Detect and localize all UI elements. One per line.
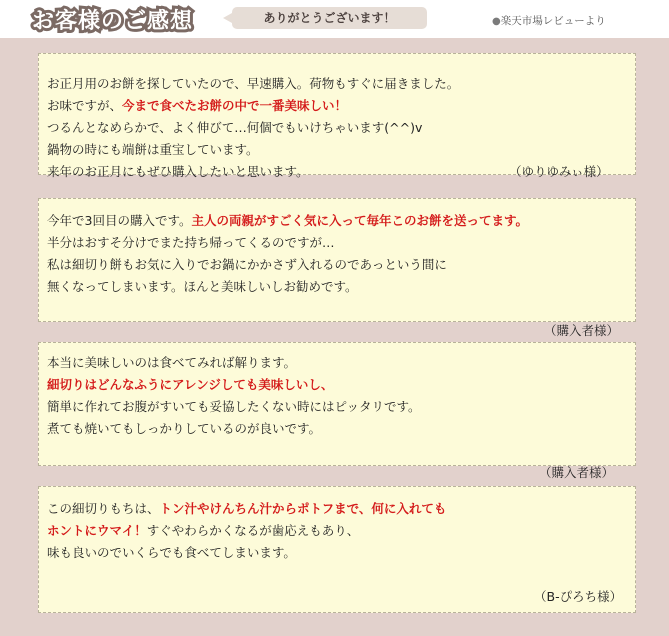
review-line: [47, 521, 359, 541]
review-highlight: 主人の両親がすごく気に入って毎年このお餅を送ってます。: [191, 213, 528, 228]
review-text: 簡単に作れてお腹がすいても妥協したくない時にはピッタリです。: [47, 399, 421, 414]
review-card: [38, 53, 636, 179]
review-text: 本当に美味しいのは食べてみれば解ります。: [47, 355, 297, 370]
review-text: 今年で3回目の購入です。: [47, 213, 192, 228]
review-text: つるんとなめらかで、よく伸びて…何個でもいけちゃいます(^^)v: [47, 120, 423, 135]
review-line: [47, 353, 296, 373]
page-title: お客様のご感想: [32, 9, 194, 34]
review-text: 鍋物の時にも端餅は重宝しています。: [47, 142, 259, 157]
source-label: 楽天市場レビューより: [500, 15, 606, 27]
review-line: [47, 397, 421, 417]
review-text: この細切りもちは、: [47, 501, 160, 516]
review-line: [47, 140, 259, 160]
header: [0, 0, 669, 38]
reviews-panel: [0, 38, 669, 636]
review-highlight: 細切りはどんなふうにアレンジしても美味しいし、: [47, 377, 334, 392]
review-text: お味ですが、: [47, 98, 123, 113]
review-text: 煮ても焼いてもしっかりしているのが良いです。: [47, 421, 322, 436]
review-text: お正月用のお餅を探していたので、早速購入。荷物もすぐに届きました。: [47, 76, 460, 91]
review-line: [47, 96, 347, 116]
review-line: [47, 419, 321, 439]
review-line: [47, 255, 447, 275]
review-highlight: ホントにウマイ！: [47, 523, 147, 538]
review-line: [47, 277, 358, 297]
review-text: 来年のお正月にもぜひ購入したいと思います。: [47, 164, 309, 179]
review-line: [47, 233, 335, 253]
review-text: 無くなってしまいます。ほんと美味しいしお勧めです。: [47, 279, 358, 294]
reviewer-signature: （B-ぴろち様）: [534, 589, 623, 604]
review-line: [47, 543, 296, 563]
reviewer-signature: （購入者様）: [539, 465, 615, 480]
review-highlight: トン汁やけんちん汁からポトフまで、何に入れても: [159, 501, 447, 516]
review-text: 半分はおすそ分けでまた持ち帰ってくるのですが…: [47, 235, 335, 250]
review-highlight: 今まで食べたお餅の中で一番美味しい！: [122, 98, 348, 113]
review-text: すぐやわらかくなるが歯応えもあり、: [146, 523, 360, 538]
bullet-icon: ●: [492, 16, 501, 27]
review-line: [47, 118, 422, 138]
thanks-badge: ありがとうございます！: [232, 7, 427, 29]
source-note: [492, 13, 606, 28]
review-card: [38, 486, 636, 613]
review-card: [38, 342, 636, 480]
review-text: 味も良いのでいくらでも食べてしまいます。: [47, 545, 296, 560]
reviewer-signature: （ゆりゆみぃ様）: [509, 164, 609, 179]
reviewer-signature: （購入者様）: [544, 323, 620, 338]
review-line: [47, 162, 309, 182]
review-text: 私は細切り餅もお気に入りでお鍋にかかさず入れるのであっという間に: [47, 257, 447, 272]
review-card: [38, 198, 636, 338]
review-line: [47, 375, 333, 395]
review-line: [47, 211, 528, 231]
review-line: [47, 499, 446, 519]
review-line: [47, 74, 459, 94]
